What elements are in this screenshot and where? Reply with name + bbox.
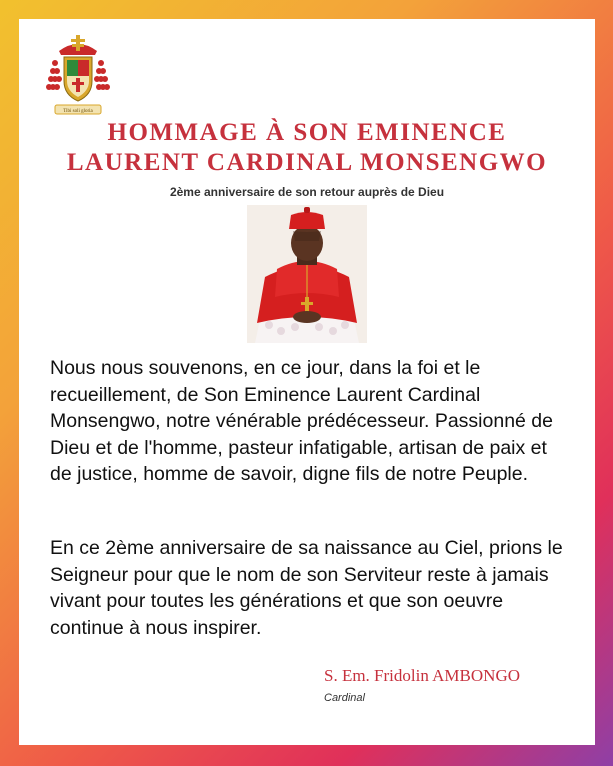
signatory-name: S. Em. Fridolin AMBONGO	[324, 666, 520, 685]
tribute-paragraph-2: En ce 2ème anniversaire de sa naissance au Ciel, prions le Seigneur pour que le nom de son Serviteur reste à jamais vivant pour toutes les générations et que son oeuvre continue à nous inspirer.	[50, 537, 563, 639]
svg-text:Tibi soli gloria: Tibi soli gloria	[63, 109, 93, 114]
title-line-1: HOMMAGE À SON EMINENCE	[107, 119, 507, 146]
tribute-paragraph-1: Nous nous souvenons, en ce jour, dans la foi et le recueillement, de Son Eminence Laurent Cardinal Monsengwo, notre vénérable prédécesseur. Passionné de Dieu et de l'homme, pasteur infatigable, artisan de paix et de justice, homme de savoir, digne fils de notre Peuple.	[50, 357, 553, 485]
subtitle: 2ème anniversaire de son retour auprès de Dieu	[169, 185, 445, 199]
tribute-card	[19, 19, 595, 745]
coat-of-arms-icon	[45, 33, 111, 119]
cardinal-portrait-image	[247, 205, 367, 343]
signatory-title: Cardinal	[324, 692, 365, 704]
title-line-2: LAURENT CARDINAL MONSENGWO	[66, 149, 548, 176]
